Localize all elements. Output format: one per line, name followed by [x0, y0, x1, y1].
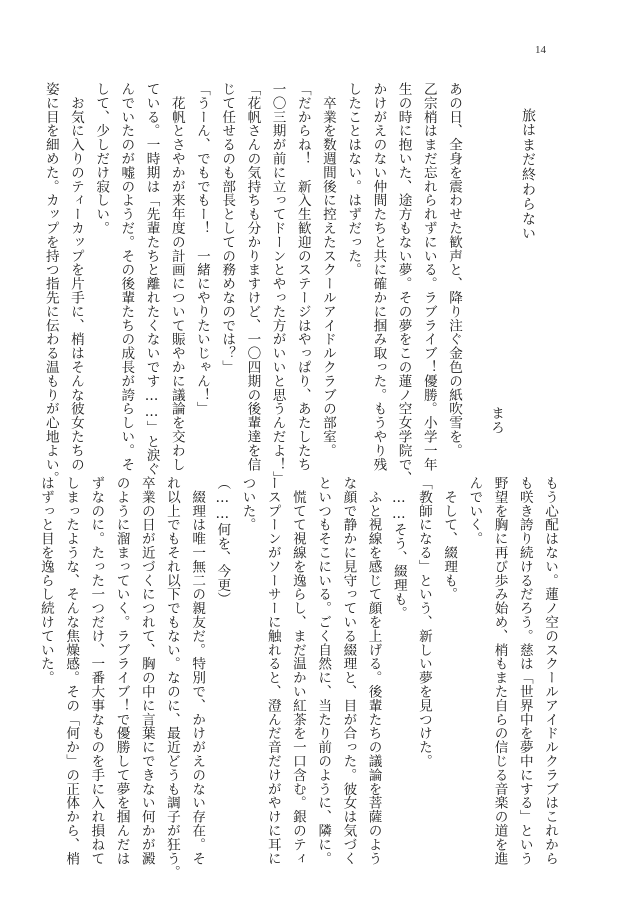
- page-number: 14: [535, 44, 546, 56]
- text-column: 「うーん、でもでもー！ 一緒にやりたいじゃん！」: [193, 82, 210, 416]
- text-column: お気に入りのティーカップを片手に、梢はそんな彼女たちの: [67, 82, 84, 472]
- text-column: ついた。: [239, 476, 256, 532]
- text-column: ている。一時期は「先輩たちと離れたくないです……」と涙ぐ: [143, 82, 160, 476]
- text-column: 花帆とさやかが来年度の計画について賑やかに議論を交わし: [168, 82, 185, 472]
- text-column: んでいく。: [466, 476, 483, 546]
- text-column: ースプーンがソーサーに触れると、澄んだ音だけがやけに耳に: [264, 476, 281, 866]
- body-text-lower: [37, 476, 562, 880]
- text-column: 「教師になる」という、新しい夢を見つけた。: [415, 476, 432, 768]
- text-column: 卒業の日が近づくにつれて、胸の中に言葉にできない何かが澱: [138, 476, 155, 866]
- text-column: はずっと目を逸らし続けていた。: [37, 476, 54, 685]
- text-column: 生の時に抱いた、途方もない夢。その夢をこの蓮ノ空女学院で、: [395, 82, 412, 486]
- text-column: といつもそこにいる。ごく自然に、当たり前のように、隣に。: [315, 476, 332, 866]
- text-column: れ以上でもそれ以下でもない。なのに、最近どうも調子が狂う。: [163, 476, 180, 880]
- text-column: そして、綴理も。: [441, 476, 458, 602]
- text-column: かけがえのない仲間たちと共に確かに掴み取った。もうやり残: [370, 82, 387, 472]
- text-column: な顔で静かに見守っている綴理と、目が合った。彼女は気づく: [340, 476, 357, 866]
- story-title: 旅はまだ終わらない: [520, 108, 536, 242]
- text-column: ずなのに。たった一つだけ、一番大事なものを手に入れ損ねて: [88, 476, 105, 866]
- text-column: 姿に目を細めた。カップを持つ指先に伝わる温もりが心地よい。: [42, 82, 59, 486]
- text-column: も咲き誇り続けるだろう。慈は「世界中を夢中にする」という: [516, 476, 533, 866]
- text-column: 「花帆さんの気持ちも分かりますけど、一〇四期の後輩達を信: [244, 82, 261, 472]
- text-column: んでいたのが嘘のようだ。その後輩たちの成長が誇らしい。そ: [118, 82, 135, 472]
- text-column: （……何を、今更）: [214, 476, 231, 606]
- text-column: ……そう、綴理も。: [390, 476, 407, 620]
- text-column: じて任せるのも部長としての務めなのでは？」: [219, 82, 236, 374]
- text-column: 綴理は唯一無二の親友だ。特別で、かけがえのない存在。そ: [189, 476, 206, 866]
- text-column: して、少しだけ寂しい。: [93, 82, 110, 235]
- text-column: もう心配はない。蓮ノ空のスクールアイドルクラブはこれから: [542, 476, 558, 866]
- text-column: しまったような、そんな焦燥感。その「何か」の正体から、梢: [63, 476, 80, 866]
- text-column: のように溜まっていく。ラブライブ！で優勝して夢を掴んだは: [113, 476, 130, 866]
- text-column: 乙宗梢はまだ忘れられずにいる。ラブライブ！優勝。小学一年: [420, 82, 437, 472]
- text-column: 一〇三期が前に立ってドーンとやった方がいいと思うんだよ！」: [269, 82, 286, 486]
- text-column: ふと視線を感じて顔を上げる。後輩たちの議論を菩薩のよう: [365, 476, 382, 866]
- text-column: したことはない。はずだった。: [345, 82, 362, 277]
- body-text-upper: [42, 82, 466, 486]
- text-column: 「だからね！ 新入生歓迎のステージはやっぱり、あたしたち: [294, 82, 311, 472]
- author-name: まろ: [488, 406, 504, 436]
- text-column: あの日、全身を震わせた歓声と、降り注ぐ金色の紙吹雪を。: [446, 82, 462, 458]
- text-column: 野望を胸に再び歩み始め、梢もまた自らの信じる音楽の道を進: [491, 476, 508, 866]
- text-column: 卒業を数週間後に控えたスクールアイドルクラブの部室。: [319, 82, 336, 458]
- text-column: 慌てて視線を逸らし、まだ温かい紅茶を一口含む。銀のティ: [289, 476, 306, 866]
